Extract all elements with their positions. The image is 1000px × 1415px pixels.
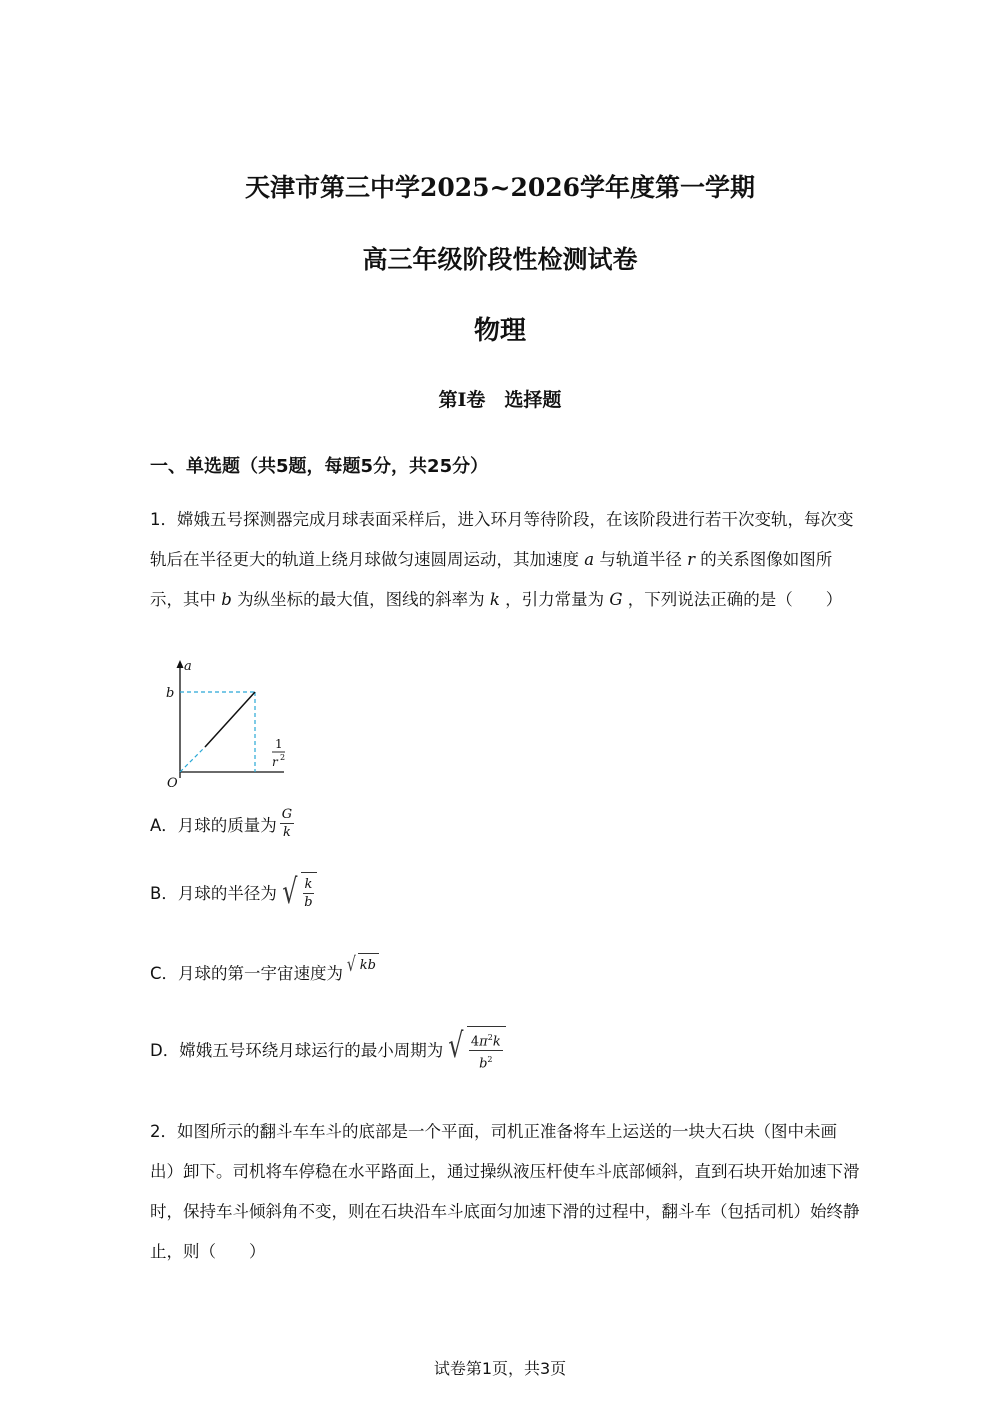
radical-sign-icon: √ (346, 952, 356, 976)
graph-line (205, 692, 255, 747)
volume-title: 第I卷 选择题 (438, 389, 562, 411)
option-b-sqrt (279, 872, 318, 912)
option-d-b: b (479, 1056, 488, 1072)
option-d-b-exp: 2 (487, 1055, 493, 1065)
q1-var-a: a (584, 550, 595, 569)
option-a-fraction (280, 806, 294, 841)
q1-text-seg3: 的关系图像如图所示，其中 (150, 550, 833, 609)
x-label-numerator: 1 (275, 737, 283, 751)
option-d[interactable] (150, 1026, 506, 1073)
radical-sign-icon: √ (448, 1026, 464, 1066)
x-label-denominator: r (272, 755, 278, 769)
option-d-sqrt (445, 1026, 505, 1073)
question-2-stem: 2．如图所示的翻斗车车斗的底部是一个平面，司机正准备将车上运送的一块大石块（图中未画出）卸下。司机将车停稳在水平路面上，通过操纵液压杆使车斗底部倾斜，直到石块开始加速下滑时，保持车斗倾斜角不变，则在石块沿车斗底面匀加速下滑的过程中，翻斗车（包括司机）始终静止，则（ ） (150, 1122, 860, 1261)
option-d-coef: 4 (470, 1034, 480, 1050)
option-d-text: D．嫦娥五号环绕月球运行的最小周期为 (150, 1041, 444, 1061)
q1-text-seg2: 与轨道半径 (599, 550, 682, 569)
exam-title-line1: 天津市第三中学2025~2026学年度第一学期 (244, 173, 756, 202)
page-footer: 试卷第1页，共3页 (433, 1359, 567, 1378)
option-b-numerator: k (304, 877, 313, 892)
subject-title: 物理 (473, 316, 526, 346)
option-a[interactable] (150, 806, 294, 841)
b-label: b (166, 686, 175, 701)
section-heading: 一、单选题（共5题，每题5分，共25分） (150, 456, 489, 477)
option-a-numerator: G (281, 807, 293, 822)
question-1-stem (150, 500, 860, 620)
option-c-text: C．月球的第一宇宙速度为 (150, 964, 344, 983)
option-d-numerator (469, 1029, 503, 1051)
option-c-sqrt (345, 953, 379, 975)
option-b-denominator: b (304, 895, 313, 910)
q1-var-k: k (489, 590, 500, 609)
option-c-expr: kb (358, 953, 379, 975)
y-axis-label: a (184, 659, 192, 674)
x-label-exponent: 2 (280, 753, 286, 762)
extrapolation-line (180, 747, 205, 772)
origin-label: O (167, 776, 178, 791)
radical-sign-icon: √ (282, 872, 298, 912)
option-b-text: B．月球的半径为 (150, 884, 277, 903)
option-b-fraction (303, 876, 315, 911)
option-a-text: A．月球的质量为 (150, 815, 277, 835)
q1-var-b: b (221, 590, 232, 609)
q1-text-seg4: 为纵坐标的最大值，图线的斜率为 (237, 590, 485, 609)
option-d-fraction (469, 1029, 503, 1073)
y-axis-arrow (177, 660, 184, 668)
exam-title-line2: 高三年级阶段性检测试卷 (362, 245, 638, 274)
q1-var-G: G (609, 590, 623, 609)
q1-text-seg6: ，下列说法正确的是（ ） (627, 590, 843, 609)
option-d-pi-exp: 2 (487, 1033, 493, 1042)
option-d-denominator (479, 1051, 492, 1072)
a-vs-inverse-r-squared-graph (160, 656, 290, 792)
q1-var-r: r (687, 550, 695, 569)
option-d-pi: π (479, 1034, 488, 1050)
option-a-denominator: k (283, 825, 291, 840)
option-c[interactable] (150, 952, 379, 984)
q1-text-seg1: 1．嫦娥五号探测器完成月球表面采样后，进入环月等待阶段，在该阶段进行若干次变轨，每次变轨后在半径更大的轨道上绕月球做匀速圆周运动，其加速度 (150, 510, 854, 569)
option-b[interactable] (150, 872, 317, 912)
q1-text-seg5: ，引力常量为 (505, 590, 605, 609)
option-d-k: k (492, 1034, 501, 1050)
